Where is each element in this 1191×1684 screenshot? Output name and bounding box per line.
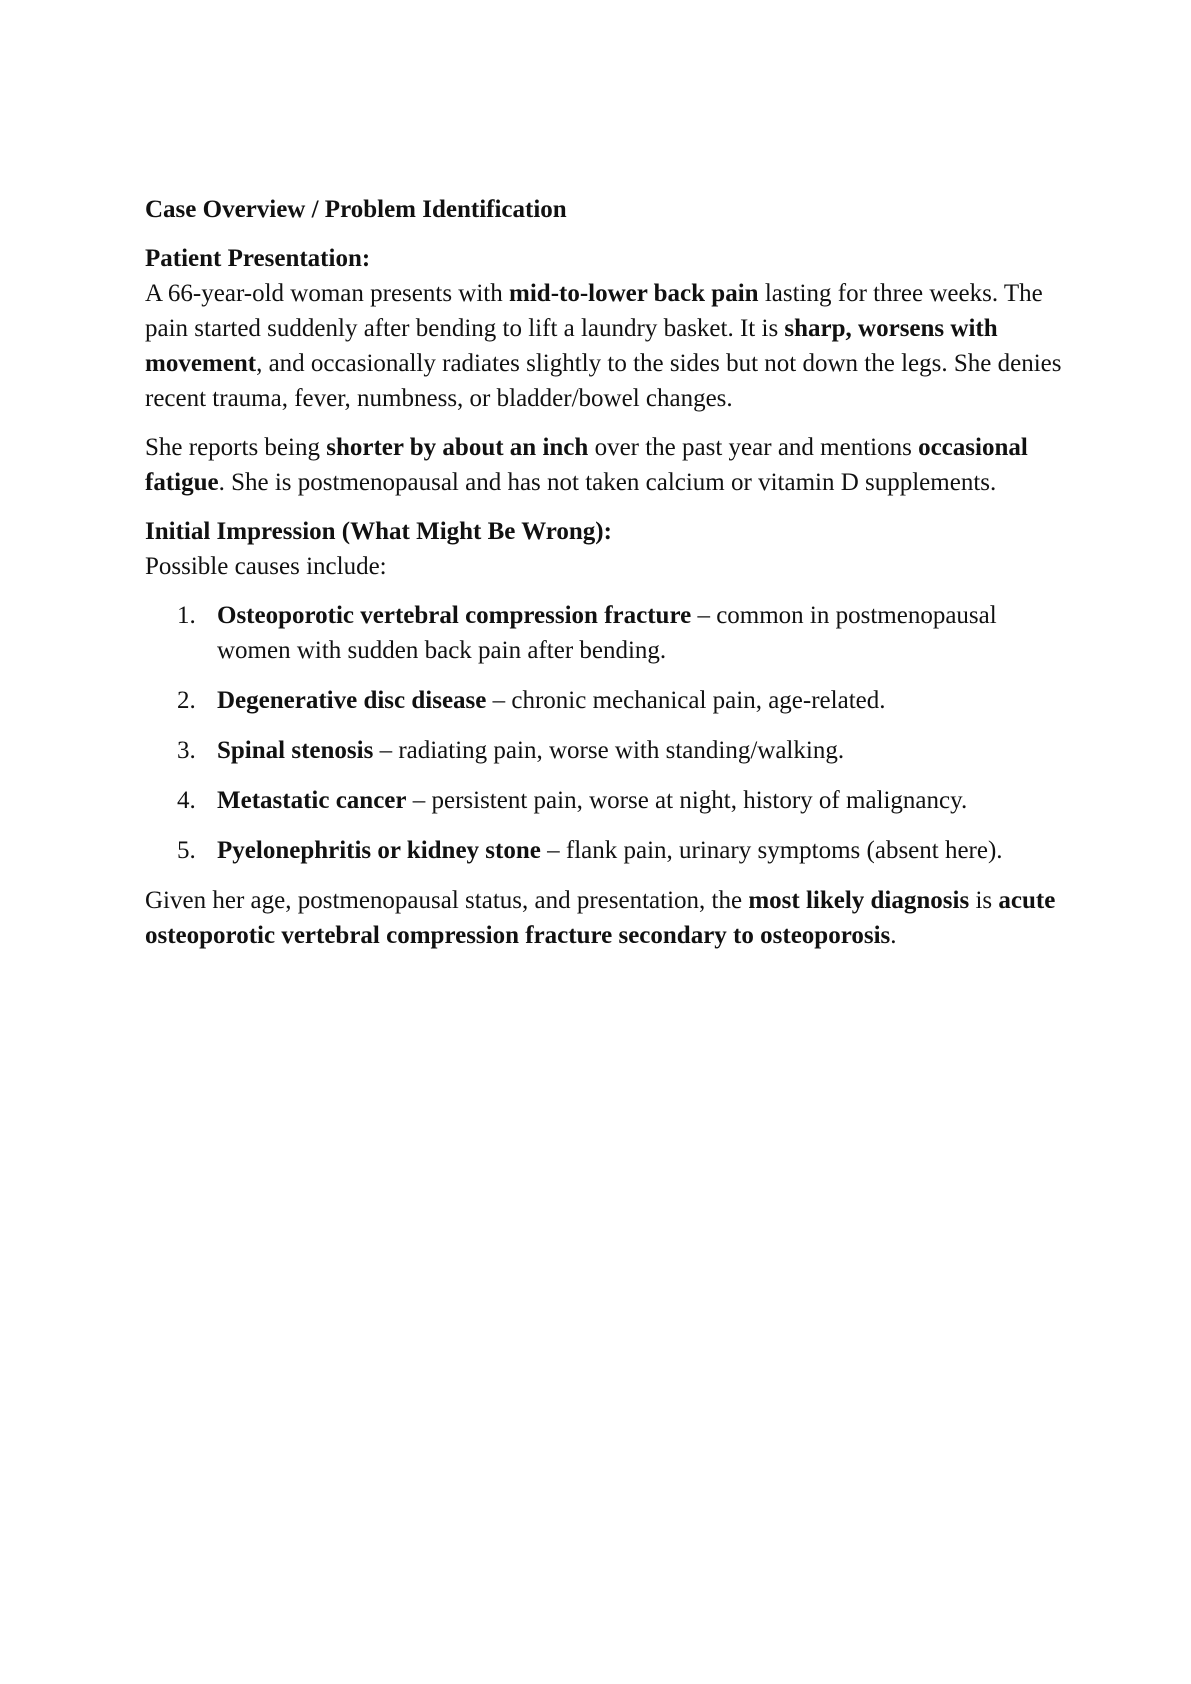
list-item: [145, 598, 1065, 668]
list-item: [145, 783, 1065, 818]
cause-description: – radiating pain, worse with standing/walking.: [373, 737, 845, 764]
cause-name: Osteoporotic vertebral compression fracture: [217, 602, 692, 629]
emphasis-back-pain: mid-to-lower back pain: [509, 280, 759, 307]
emphasis-diagnosis: acute osteoporotic vertebral compression fracture secondary to osteoporosis: [145, 887, 1056, 949]
initial-impression-heading: Initial Impression (What Might Be Wrong):: [145, 518, 612, 545]
text-run: . She is postmenopausal and has not taken calcium or vitamin D supplements.: [218, 469, 997, 496]
cause-description: – common in postmenopausal women with sudden back pain after bending.: [217, 602, 997, 664]
list-item: [145, 833, 1065, 868]
text-run: over the past year and mentions: [588, 434, 919, 461]
document-page: [145, 192, 1065, 967]
list-number: 4.: [177, 787, 196, 814]
cause-name: Spinal stenosis: [217, 737, 374, 764]
causes-intro: Possible causes include:: [145, 553, 387, 580]
emphasis-fatigue: occasional fatigue: [145, 434, 1028, 496]
cause-name: Pyelonephritis or kidney stone: [217, 837, 541, 864]
emphasis-height-loss: shorter by about an inch: [326, 434, 589, 461]
emphasis-sharp-pain: sharp, worsens with movement: [145, 315, 998, 377]
cause-name: Degenerative disc disease: [217, 687, 487, 714]
list-number: 3.: [177, 737, 196, 764]
emphasis-most-likely: most likely diagnosis: [748, 887, 970, 914]
cause-description: – flank pain, urinary symptoms (absent here).: [540, 837, 1003, 864]
text-run: A 66-year-old woman presents with: [145, 280, 510, 307]
section-title: Case Overview / Problem Identification: [145, 196, 567, 223]
text-run: is: [969, 887, 999, 914]
cause-description: – persistent pain, worse at night, history of malignancy.: [406, 787, 968, 814]
list-item: [145, 733, 1065, 768]
list-number: 5.: [177, 837, 196, 864]
conclusion-paragraph: [145, 883, 1065, 953]
cause-name: Metastatic cancer: [217, 787, 407, 814]
list-number: 2.: [177, 687, 196, 714]
cause-description: – chronic mechanical pain, age-related.: [486, 687, 886, 714]
possible-causes-list: [145, 598, 1065, 868]
text-run: lasting for three weeks. The pain started suddenly after bending to lift a laundry basket. It is: [145, 280, 1043, 342]
list-number: 1.: [177, 602, 196, 629]
patient-presentation-heading: Patient Presentation:: [145, 245, 371, 272]
patient-presentation-paragraph-2: [145, 430, 1065, 500]
patient-presentation-paragraph-1: [145, 276, 1065, 416]
text-run: , and occasionally radiates slightly to the sides but not down the legs. She denies recent trauma, fever, numbness, or bladder/bowel changes.: [145, 350, 1062, 412]
text-run: Given her age, postmenopausal status, and presentation, the: [145, 887, 749, 914]
text-run: She reports being: [145, 434, 327, 461]
text-run: .: [890, 922, 897, 949]
list-item: [145, 683, 1065, 718]
